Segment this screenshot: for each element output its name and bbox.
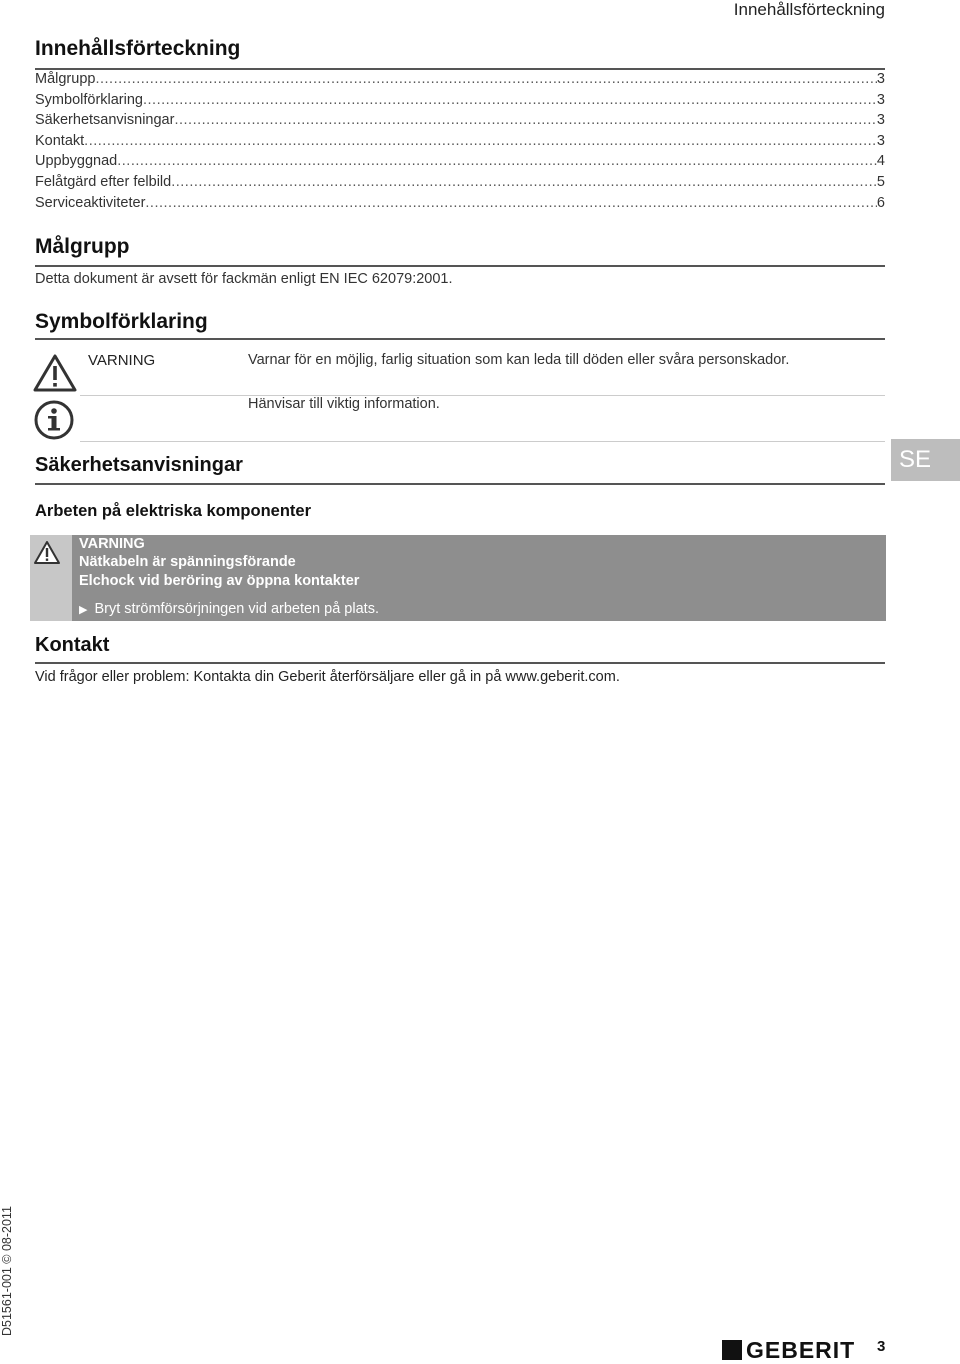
language-tab: SE [891, 439, 960, 481]
warning-box [30, 535, 886, 621]
toc-entry-label: Säkerhetsanvisningar [35, 112, 175, 129]
toc-entry[interactable] [35, 195, 885, 216]
malgrupp-title: Målgrupp [35, 235, 130, 258]
symbol-info-description: Hänvisar till viktig information. [248, 396, 440, 412]
toc-entry-label: Felåtgärd efter felbild [35, 173, 172, 190]
toc-entry-label: Målgrupp [35, 71, 96, 87]
triangle-right-icon: ▶ [79, 604, 88, 616]
toc-leader [95, 71, 876, 87]
divider [35, 338, 885, 340]
toc-entry-page: 3 [876, 132, 885, 149]
toc-entry-page: 3 [876, 91, 885, 108]
info-icon [33, 399, 75, 446]
warning-icon-cell [30, 535, 72, 621]
running-header: Innehållsförteckning [733, 0, 885, 19]
divider [35, 265, 885, 267]
safety-title: Säkerhetsanvisningar [35, 454, 243, 476]
toc-entry-page: 3 [876, 71, 885, 87]
toc-leader [145, 195, 877, 211]
document-code: D51561-001 © 08-2011 [0, 1206, 14, 1336]
safety-subtitle: Arbeten på elektriska komponenter [35, 502, 312, 520]
toc-entry-label: Kontakt [35, 132, 85, 149]
toc-leader [117, 153, 877, 169]
toc-title: Innehållsförteckning [35, 37, 241, 60]
warning-consequence: Elchock vid beröring av öppna kontakter [79, 573, 360, 589]
toc-leader [171, 174, 877, 190]
toc-leader [143, 92, 877, 108]
divider [80, 441, 885, 442]
warning-action-text: Bryt strömförsörjningen vid arbeten på plats. [94, 601, 379, 617]
toc-entry[interactable] [35, 112, 885, 133]
divider [80, 395, 885, 396]
geberit-logo [722, 1338, 855, 1362]
toc-entry[interactable] [35, 174, 885, 195]
symbol-warning-description: Varnar för en möjlig, farlig situation som kan leda till döden eller svåra personskador. [248, 352, 790, 368]
warning-hazard: Nätkabeln är spänningsförande [79, 554, 296, 570]
toc-leader [84, 133, 877, 149]
toc-entry-page: 4 [876, 153, 885, 170]
warning-triangle-icon [33, 540, 61, 571]
toc-entry[interactable] [35, 92, 885, 113]
warning-heading: VARNING [79, 536, 145, 552]
toc-entry-page: 3 [876, 112, 885, 129]
divider [35, 68, 885, 70]
divider [35, 483, 885, 485]
logo-square-icon [722, 1340, 742, 1360]
malgrupp-text: Detta dokument är avsett för fackmän enligt EN IEC 62079:2001. [35, 271, 453, 287]
symbols-title: Symbolförklaring [35, 310, 208, 333]
toc-entry-label: Serviceaktiviteter [35, 194, 146, 211]
toc-entry-label: Symbolförklaring [35, 91, 143, 108]
warning-triangle-icon [33, 353, 77, 398]
logo-text: GEBERIT [746, 1336, 856, 1363]
page-number: 3 [877, 1338, 886, 1355]
toc-entry[interactable] [35, 133, 885, 154]
toc-entry-page: 6 [876, 194, 885, 211]
toc-entry[interactable] [35, 153, 885, 174]
warning-action [79, 601, 379, 617]
toc-entry-page: 5 [876, 173, 885, 190]
contact-text: Vid frågor eller problem: Kontakta din Geberit återförsäljare eller gå in på www.geberit.com. [35, 669, 620, 685]
divider [35, 662, 885, 664]
symbol-warning-label: VARNING [88, 352, 156, 369]
toc-entry[interactable] [35, 71, 885, 92]
contact-title: Kontakt [35, 634, 110, 656]
toc-leader [174, 112, 876, 128]
toc-entry-label: Uppbyggnad [35, 153, 118, 170]
toc-list [35, 71, 885, 215]
